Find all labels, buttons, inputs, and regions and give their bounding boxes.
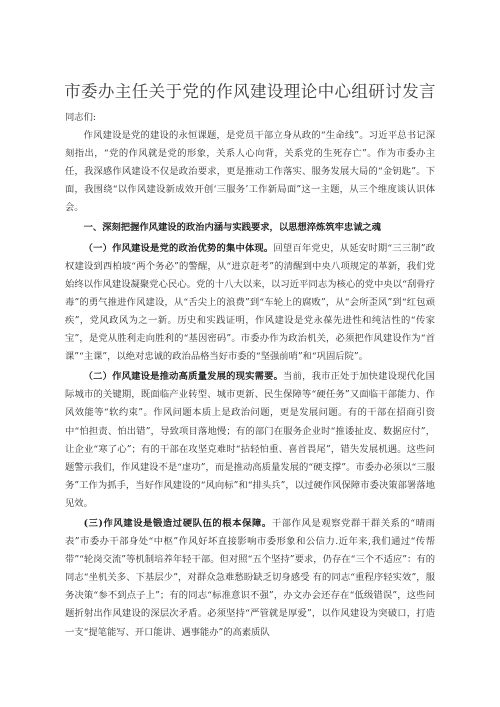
paragraph-3-text: 干部作风是观察党群干群关系的“晴雨表”市委办干部身处“中枢”作风好坏直接影响市委形象和公信力.近年来,我们通过“传帮带”“轮岗交流”等机制培养年轻干部。但对照“五个坚持”要求，仍存在“三个不适应”：有的同志“坐机关多、下基层少”，对群众急难愁盼缺乏切身感受 有的同志“重程序轻实效”，服务决策“参不到点子上”；有的同志“标准意识不强”，办文办会还存在“低级错误”，这些问题折射出作风建设的深层次矛盾。必须坚持“严管就是厚爱”，以作风建设为突破口，打造一支“提笔能写、开口能讲、遇事能办”的高素质队 [65,517,435,638]
document-body [65,127,435,642]
document-title: 市委办主任关于党的作风建设理论中心组研讨发言 [64,82,436,101]
section-heading-1: 一、深刻把握作风建设的政治内涵与实践要求，以思想淬炼筑牢忠诚之魂 [83,222,382,234]
paragraph-1-text: 回望百年党史，从延安时期“三三制”政权建设到西柏坡“两个务必”的警醒，从“进京赶考”的清醒到中央八项规定的革新，我们党始终以作风建设凝聚党心民心。党的十八大以来，以习近平同志为核心的党中央以“刮骨疗毒”的勇气推进作风建设，从“舌尖上的浪费”到“车轮上的腐败”，从“会所歪风”到“红包顽疾”，党风政风为之一新。历史和实践证明，作风建设是党永葆先进性和纯洁性的“传家宝”，是党从胜利走向胜利的“基因密码”。市委办作为政治机关，必须把作风建设作为“首课”“主课”，以绝对忠诚的政治品格当好市委的“坚强前哨”和“巩固后院”。 [65,242,435,363]
greeting: 同志们: [65,112,97,123]
paragraph-2-text: 当前，我市正处于加快建设现代化国际城市的关键期，既面临产业转型、城市更新、民生保障等“硬任务”又面临干部能力、作风效能等“软约束”。作风问题本质上是政治问题，更是发展问题。有的干部在招商引资中“怕担责、怕出错”，导致项目落地慢；有的部门在服务企业时“推诿扯皮、数据应付”，让企业“寒了心”；有的干部在攻坚克难时“拈轻怕重、喜首畏尾”，错失发展机遇。这些问题警示我们，作风建设不是“虚功”，而是推动高质量发展的“硬支撑”。市委办必须以“三服务”工作为抓手，当好作风建设的“风向标”和“排头兵”，以过硬作风保障市委决策部署落地见效。 [65,371,435,509]
paragraph-3-lead: (三)作风建设是锻造过硬队伍的根本保障。 [83,517,272,529]
paragraph-3 [65,515,435,642]
intro-paragraph: 作风建设是党的建设的永恒课题，是党员干部立身从政的“生命线”。习近平总书记深刻指出，“党的作风就是党的形象，关系人心向背，关系党的生死存亡”。作为市委办主任，我深感作风建设不仅是政治要求，更是推动工作落实、服务发展大局的“金钥匙”。下面，我围绕“以作风建设新成效开创‘三服务’工作新局面”这一主题，从三个维度谈认识体会。 [65,130,435,214]
paragraph-2 [65,368,435,513]
paragraph-1-lead: （一）作风建设是党的政治优势的集中体现。 [83,242,274,254]
paragraph-2-lead: （二）作风建设是推动高质量发展的现实需要。 [83,371,284,383]
paragraph-1 [65,240,435,367]
